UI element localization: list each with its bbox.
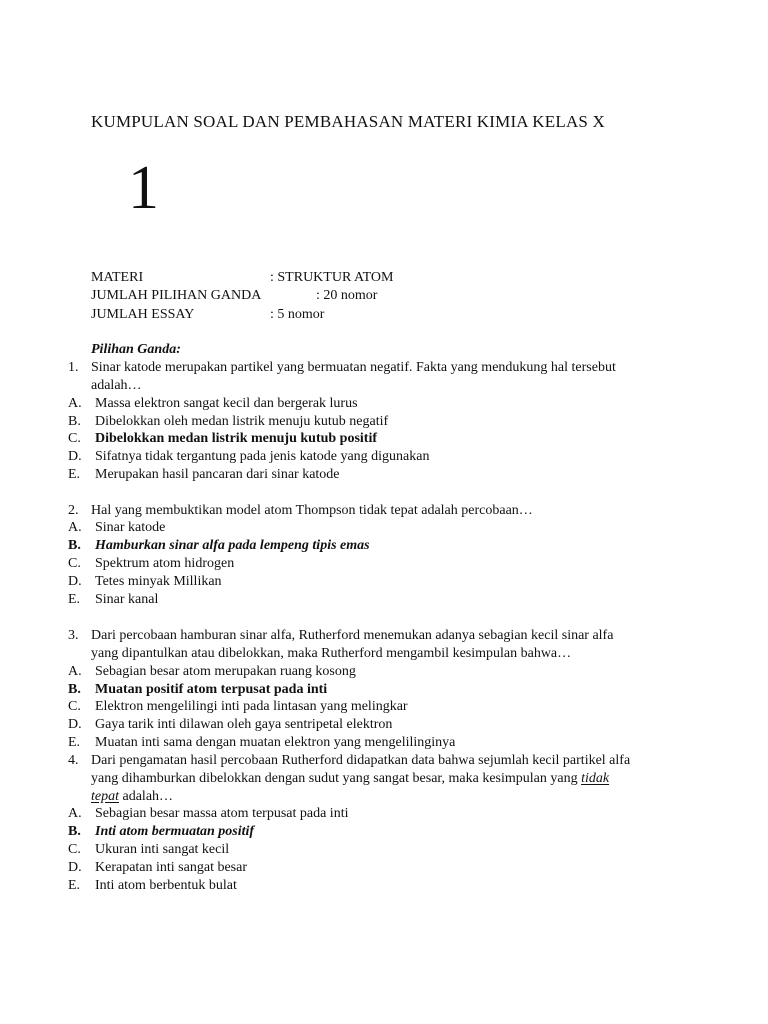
info-label-pilihan-ganda: JUMLAH PILIHAN GANDA xyxy=(91,288,262,303)
option-text: Dibelokkan oleh medan listrik menuju kutub negatif xyxy=(95,414,389,429)
option-text-answer: Dibelokkan medan listrik menuju kutub positif xyxy=(95,431,378,446)
option-text: Ukuran inti sangat kecil xyxy=(95,842,230,857)
info-value-materi: : STRUKTUR ATOM xyxy=(270,270,394,285)
emphasis-tepat: tepat xyxy=(91,789,119,804)
option-text: Sinar katode xyxy=(95,520,166,535)
option-letter: C. xyxy=(68,699,81,714)
question-text-line: adalah… xyxy=(91,378,142,393)
question-text-line: Dari percobaan hamburan sinar alfa, Rutherford menemukan adanya sebagian kecil sinar alfa xyxy=(91,628,614,643)
option-letter: E. xyxy=(68,878,81,893)
option-letter: C. xyxy=(68,842,81,857)
option-letter: A. xyxy=(68,806,82,821)
emphasis-tidak: tidak xyxy=(581,771,610,786)
option-letter: C. xyxy=(68,431,81,446)
info-value-pilihan-ganda: : 20 nomor xyxy=(316,288,378,303)
option-letter: A. xyxy=(68,520,82,535)
option-letter: B. xyxy=(68,682,81,697)
option-text-answer: Hamburkan sinar alfa pada lempeng tipis emas xyxy=(95,538,370,553)
question-text-fragment: yang dihamburkan dibelokkan dengan sudut yang sangat besar, maka kesimpulan yang xyxy=(91,771,578,786)
question-number: 3. xyxy=(68,628,79,643)
info-value-essay: : 5 nomor xyxy=(270,307,325,322)
option-letter: A. xyxy=(68,664,82,679)
info-label-essay: JUMLAH ESSAY xyxy=(91,307,195,322)
option-letter: B. xyxy=(68,824,81,839)
question-text-line xyxy=(91,770,609,788)
option-text: Sebagian besar massa atom terpusat pada inti xyxy=(95,806,349,821)
option-text: Massa elektron sangat kecil dan bergerak lurus xyxy=(95,396,358,411)
option-letter: E. xyxy=(68,592,81,607)
option-letter: E. xyxy=(68,735,81,750)
question-number: 4. xyxy=(68,753,79,768)
option-letter: A. xyxy=(68,396,82,411)
question-text-fragment: adalah… xyxy=(122,789,174,804)
option-letter: D. xyxy=(68,574,82,589)
option-text: Sebagian besar atom merupakan ruang kosong xyxy=(95,664,356,679)
option-text: Inti atom berbentuk bulat xyxy=(95,878,237,893)
option-text: Muatan inti sama dengan muatan elektron yang mengelilinginya xyxy=(95,735,456,750)
option-text-answer: Inti atom bermuatan positif xyxy=(95,824,255,839)
option-text: Kerapatan inti sangat besar xyxy=(95,860,247,875)
info-label-materi: MATERI xyxy=(91,270,144,285)
option-text: Spektrum atom hidrogen xyxy=(95,556,235,571)
option-text: Sinar kanal xyxy=(95,592,159,607)
question-text-line: Sinar katode merupakan partikel yang bermuatan negatif. Fakta yang mendukung hal tersebut xyxy=(91,360,616,375)
option-letter: D. xyxy=(68,717,82,732)
option-text: Gaya tarik inti dilawan oleh gaya sentripetal elektron xyxy=(95,717,393,732)
chapter-number: 1 xyxy=(128,154,159,222)
section-heading: Pilihan Ganda: xyxy=(91,342,181,357)
option-letter: C. xyxy=(68,556,81,571)
option-letter: B. xyxy=(68,538,81,553)
option-text: Sifatnya tidak tergantung pada jenis katode yang digunakan xyxy=(95,449,430,464)
option-letter: D. xyxy=(68,449,82,464)
option-text-answer: Muatan positif atom terpusat pada inti xyxy=(95,682,328,697)
option-text: Merupakan hasil pancaran dari sinar katode xyxy=(95,467,340,482)
question-text-line xyxy=(91,788,173,806)
question-text-line: yang dipantulkan atau dibelokkan, maka Rutherford mengambil kesimpulan bahwa… xyxy=(91,646,572,661)
document-title: KUMPULAN SOAL DAN PEMBAHASAN MATERI KIMIA KELAS X xyxy=(91,112,605,131)
option-letter: D. xyxy=(68,860,82,875)
option-letter: B. xyxy=(68,414,81,429)
option-letter: E. xyxy=(68,467,81,482)
question-number: 2. xyxy=(68,503,79,518)
option-text: Elektron mengelilingi inti pada lintasan yang melingkar xyxy=(95,699,408,714)
question-text-line: Hal yang membuktikan model atom Thompson tidak tepat adalah percobaan… xyxy=(91,503,533,518)
question-number: 1. xyxy=(68,360,79,375)
option-text: Tetes minyak Millikan xyxy=(95,574,222,589)
question-text-line: Dari pengamatan hasil percobaan Rutherford didapatkan data bahwa sejumlah kecil partikel alfa xyxy=(91,753,631,768)
